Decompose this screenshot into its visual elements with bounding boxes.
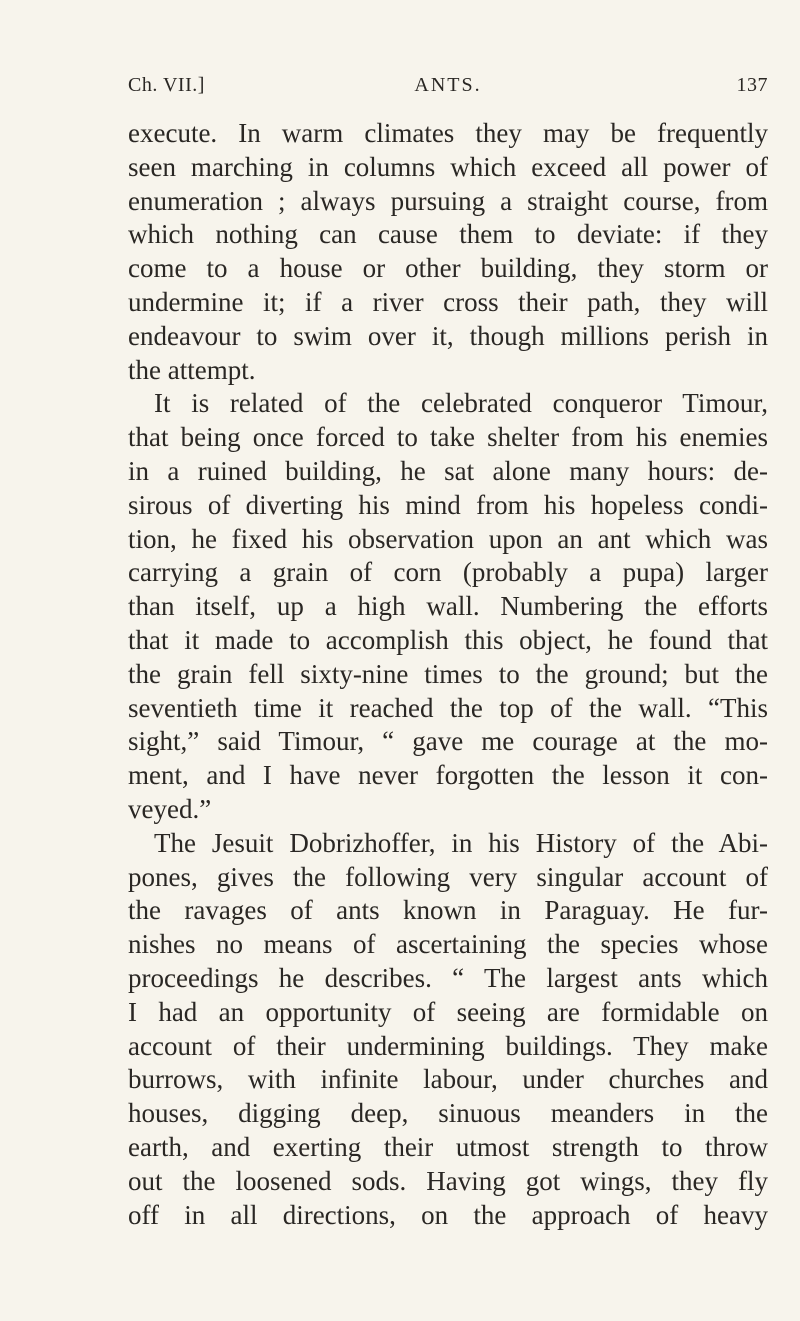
text-line: burrows, with infinite labour, under churches and bbox=[128, 1064, 768, 1095]
text-line: the ravages of ants known in Paraguay. He fur- bbox=[128, 895, 768, 926]
text-line: nishes no means of ascertaining the species whose bbox=[128, 929, 768, 960]
text-line: ment, and I have never forgotten the lesson it con- bbox=[128, 760, 768, 791]
page-number: 137 bbox=[736, 74, 768, 96]
text-line: seen marching in columns which exceed all power of bbox=[128, 151, 768, 182]
chapter-label: Ch. VII.] bbox=[128, 74, 205, 96]
text-line: endeavour to swim over it, though millions perish in bbox=[128, 320, 768, 351]
running-title: ANTS. bbox=[414, 74, 482, 96]
text-line: houses, digging deep, sinuous meanders in the bbox=[128, 1098, 768, 1129]
text-line: than itself, up a high wall. Numbering the efforts bbox=[128, 591, 768, 622]
text-line: the grain fell sixty-nine times to the ground; but the bbox=[128, 658, 768, 689]
text-line: pones, gives the following very singular account of bbox=[128, 861, 768, 892]
running-header bbox=[128, 74, 768, 104]
text-line: carrying a grain of corn (probably a pupa) larger bbox=[128, 557, 768, 588]
text-line: sirous of diverting his mind from his hopeless condi- bbox=[128, 489, 768, 520]
text-line: tion, he fixed his observation upon an ant which was bbox=[128, 523, 768, 554]
text-line: sight,” said Timour, “ gave me courage at the mo- bbox=[128, 726, 768, 757]
text-line: I had an opportunity of seeing are formidable on bbox=[128, 996, 768, 1027]
text-line: It is related of the celebrated conqueror Timour, bbox=[154, 388, 768, 419]
text-line: execute. In warm climates they may be frequently bbox=[128, 118, 768, 148]
body-text bbox=[128, 117, 768, 1232]
text-line: veyed.” bbox=[128, 793, 212, 824]
text-line: account of their undermining buildings. They make bbox=[128, 1030, 768, 1061]
text-line: off in all directions, on the approach of heavy bbox=[128, 1199, 768, 1230]
text-line: seventieth time it reached the top of the wall. “This bbox=[128, 692, 768, 723]
text-line: enumeration ; always pursuing a straight course, from bbox=[128, 185, 768, 216]
text-line: The Jesuit Dobrizhoffer, in his History of the Abi- bbox=[154, 827, 768, 858]
text-line: out the loosened sods. Having got wings, they fly bbox=[128, 1165, 768, 1196]
text-line: the attempt. bbox=[128, 354, 256, 385]
text-line: come to a house or other building, they storm or bbox=[128, 253, 768, 284]
text-line: undermine it; if a river cross their path, they will bbox=[128, 286, 768, 317]
text-line: that being once forced to take shelter from his enemies bbox=[128, 422, 768, 453]
text-line: in a ruined building, he sat alone many hours: de- bbox=[128, 455, 768, 486]
text-line: which nothing can cause them to deviate: if they bbox=[128, 219, 768, 250]
text-line: earth, and exerting their utmost strength to throw bbox=[128, 1131, 768, 1162]
text-line: proceedings he describes. “ The largest ants which bbox=[128, 962, 768, 993]
text-line: that it made to accomplish this object, he found that bbox=[128, 624, 768, 655]
